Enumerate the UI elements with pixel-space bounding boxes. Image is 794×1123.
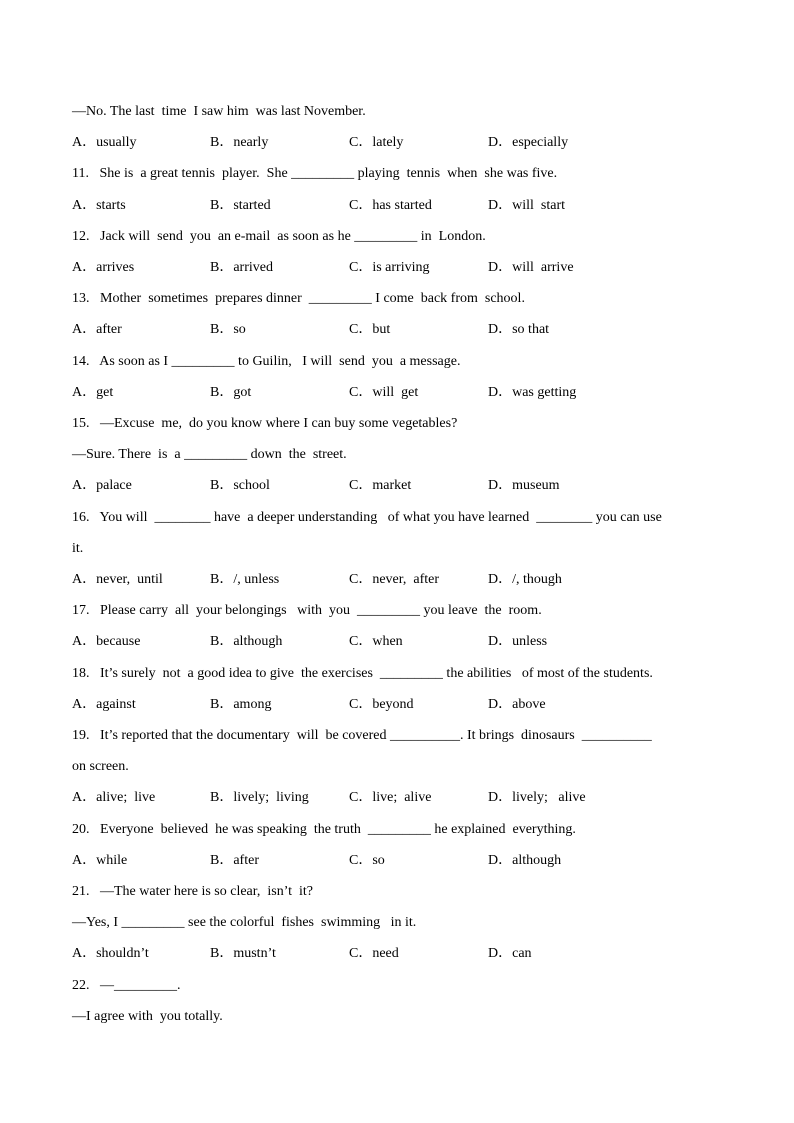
- option-a: A．arrives: [72, 260, 135, 275]
- option-b: B．/, unless: [210, 572, 280, 587]
- question-line: 18. It’s surely not a good idea to give the exercises _________ the abilities of most of the students.: [72, 666, 653, 681]
- option-c: C．when: [349, 634, 403, 649]
- option-d: D．will arrive: [488, 260, 574, 275]
- question-line: 17. Please carry all your belongings with you _________ you leave the room.: [72, 603, 542, 618]
- option-c: C．live; alive: [349, 790, 432, 805]
- question-line: —I agree with you totally.: [72, 1009, 223, 1024]
- option-a: A．never, until: [72, 572, 163, 587]
- option-a: A．get: [72, 385, 114, 400]
- option-b: B．mustn’t: [210, 946, 276, 961]
- option-a: A．against: [72, 697, 136, 712]
- option-b: B．got: [210, 385, 252, 400]
- option-b: B．school: [210, 478, 270, 493]
- option-c: C．but: [349, 322, 391, 337]
- option-b: B．lively; living: [210, 790, 309, 805]
- option-a: A．usually: [72, 135, 137, 150]
- option-c: C．never, after: [349, 572, 440, 587]
- option-b: B．started: [210, 198, 271, 213]
- question-line: 15. —Excuse me, do you know where I can buy some vegetables?: [72, 416, 458, 431]
- question-line: 22. —_________.: [72, 978, 181, 993]
- question-line: 13. Mother sometimes prepares dinner _________ I come back from school.: [72, 291, 525, 306]
- option-d: D．although: [488, 853, 562, 868]
- question-line: 14. As soon as I _________ to Guilin, I will send you a message.: [72, 354, 461, 369]
- option-b: B．arrived: [210, 260, 273, 275]
- option-a: A．starts: [72, 198, 126, 213]
- option-d: D．can: [488, 946, 532, 961]
- option-a: A．because: [72, 634, 141, 649]
- question-line: 16. You will ________ have a deeper understanding of what you have learned ________ you can use: [72, 510, 662, 525]
- option-d: D．was getting: [488, 385, 577, 400]
- option-b: B．after: [210, 853, 259, 868]
- option-b: B．although: [210, 634, 283, 649]
- option-c: C．so: [349, 853, 385, 868]
- option-d: D．so that: [488, 322, 550, 337]
- option-c: C．market: [349, 478, 412, 493]
- option-a: A．palace: [72, 478, 132, 493]
- option-d: D．above: [488, 697, 546, 712]
- option-c: C．lately: [349, 135, 404, 150]
- option-d: D．/, though: [488, 572, 562, 587]
- option-c: C．beyond: [349, 697, 414, 712]
- option-c: C．will get: [349, 385, 419, 400]
- question-line: 12. Jack will send you an e-mail as soon as he _________ in London.: [72, 229, 486, 244]
- question-line: 21. —The water here is so clear, isn’t it?: [72, 884, 313, 899]
- question-line: —Yes, I _________ see the colorful fishes swimming in it.: [72, 915, 417, 930]
- option-b: B．so: [210, 322, 246, 337]
- question-line: 11. She is a great tennis player. She _________ playing tennis when she was five.: [72, 166, 558, 181]
- question-line: on screen.: [72, 759, 129, 774]
- option-d: D．lively; alive: [488, 790, 586, 805]
- option-a: A．while: [72, 853, 128, 868]
- option-d: D．unless: [488, 634, 548, 649]
- question-line: —Sure. There is a _________ down the street.: [72, 447, 347, 462]
- option-a: A．alive; live: [72, 790, 156, 805]
- option-b: B．nearly: [210, 135, 269, 150]
- option-c: C．is arriving: [349, 260, 430, 275]
- question-line: —No. The last time I saw him was last November.: [72, 104, 366, 119]
- question-line: it.: [72, 541, 84, 556]
- question-line: 20. Everyone believed he was speaking the truth _________ he explained everything.: [72, 822, 576, 837]
- option-a: A．after: [72, 322, 122, 337]
- option-b: B．among: [210, 697, 272, 712]
- option-d: D．will start: [488, 198, 565, 213]
- option-d: D．especially: [488, 135, 569, 150]
- option-c: C．has started: [349, 198, 432, 213]
- option-a: A．shouldn’t: [72, 946, 149, 961]
- question-line: 19. It’s reported that the documentary will be covered __________. It brings dinosaurs __________: [72, 728, 652, 743]
- option-d: D．museum: [488, 478, 560, 493]
- option-c: C．need: [349, 946, 399, 961]
